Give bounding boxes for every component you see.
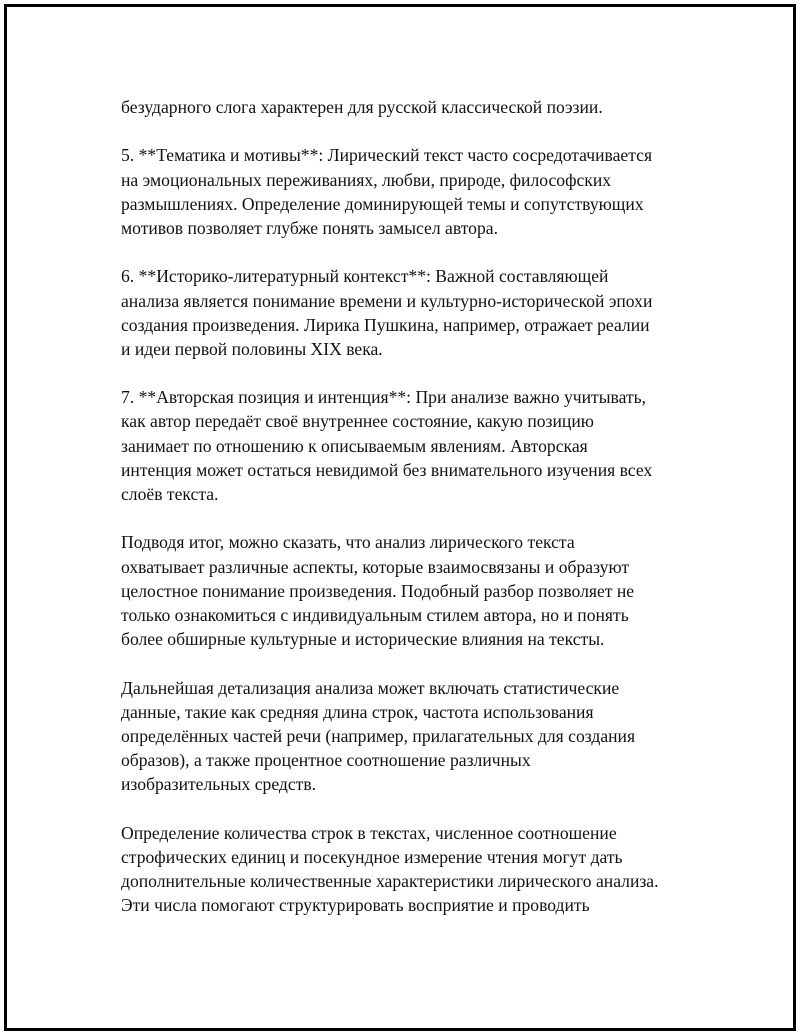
text-line: размышлениях. Определение доминирующей темы и сопутствующих: [121, 193, 644, 214]
text-line: слоёв текста.: [121, 484, 219, 504]
text-line: целостное понимание произведения. Подобный разбор позволяет не: [121, 580, 635, 601]
document-body: [121, 95, 701, 942]
paragraph-theme-motifs: [121, 143, 701, 240]
text-line: на эмоциональных переживаниях, любви, природе, философских: [121, 169, 612, 190]
text-line: охватывает различные аспекты, которые взаимосвязаны и образуют: [121, 556, 630, 577]
text-line: Подводя итог, можно сказать, что анализ лирического текста: [121, 532, 575, 553]
text-line: образов), а также процентное соотношение различных: [121, 750, 531, 771]
text-line: изобразительных средств.: [121, 774, 317, 795]
paragraph-further-detail: [121, 676, 701, 797]
text-line: безударного слога характерен для русской классической поэзии.: [121, 97, 603, 117]
paragraph-author-position: [121, 385, 701, 506]
text-line: более обширные культурные и исторические влияния на тексты.: [121, 629, 605, 650]
text-line: Дальнейшая детализация анализа может включать статистические: [121, 677, 620, 698]
text-line: анализа является понимание времени и культурно-исторической эпохи: [121, 290, 653, 311]
text-line: 5. **Тематика и мотивы**: Лирический текст часто сосредотачивается: [121, 145, 653, 166]
text-line: интенция может остаться невидимой без внимательного изучения всех: [121, 459, 653, 480]
paragraph-historical-context: [121, 264, 701, 361]
text-line: и идеи первой половины XIX века.: [121, 338, 383, 359]
text-line: определённых частей речи (например, прилагательных для создания: [121, 725, 636, 746]
text-line: Определение количества строк в текстах, численное соотношение: [121, 822, 617, 843]
text-line: занимает по отношению к описываемым явлениям. Авторская: [121, 435, 588, 456]
paragraph-summary: [121, 530, 701, 651]
text-line: данные, такие как средняя длина строк, частота использования: [121, 701, 594, 722]
document-page: [4, 4, 796, 1031]
paragraph-1: [121, 95, 701, 119]
text-line: мотивов позволяет глубже понять замысел автора.: [121, 217, 498, 238]
text-line: дополнительные количественные характеристики лирического анализа.: [121, 871, 659, 891]
text-line: только ознакомиться с индивидуальным стилем автора, но и понять: [121, 604, 629, 625]
text-line: 6. **Историко-литературный контекст**: Важной составляющей: [121, 266, 609, 287]
text-line: строфических единиц и посекундное измерение чтения могут дать: [121, 846, 623, 867]
text-line: создания произведения. Лирика Пушкина, например, отражает реалии: [121, 314, 650, 335]
text-line: как автор передаёт своё внутреннее состояние, какую позицию: [121, 411, 594, 432]
text-line: Эти числа помогают структурировать восприятие и проводить: [121, 895, 590, 916]
paragraph-quantitative: [121, 821, 701, 918]
text-line: 7. **Авторская позиция и интенция**: При анализе важно учитывать,: [121, 387, 647, 408]
